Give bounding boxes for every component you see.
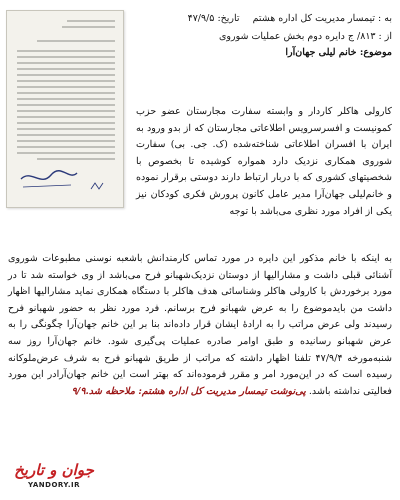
logo-site-text: YANDORY.IR (27, 481, 80, 489)
header-from-line: از : ۸۱۳/ ج دایره دوم بخش عملیات شوروی (218, 31, 392, 42)
body-paragraph-1: کارولی هاکلر کاردار و وابسته سفارت مجارستان عضو حزب کمونیست و افسرسرویس اطلاعاتی مجارستان که از بدو ورود به ایران با افسران اطلاعاتی شناخته‌شده (ک. جی. بی) سفارت شوروی همکاری نزدیک دارد همواره کوشیده تا بخصوص با شخصیتهای کشوری که با دربار ارتباط دارند دوستی برقرار نموده و خانم‌لیلی جهان‌آرا مدیر عامل کانون پرورش فکری کودکان نیز یکی از افراد مورد نظری می‌باشد با توجه (136, 106, 392, 217)
watermark-logo (6, 460, 102, 496)
scanned-document-image (6, 10, 124, 208)
logo-text: جوان و تاریخ (14, 461, 94, 479)
recipient-text: به : تیمسار مدیریت کل اداره هشتم (252, 13, 392, 24)
header-subject-line: موضوع: خانم لیلی جهان‌آرا (285, 47, 392, 58)
body-paragraph-2-text: به اینکه با خانم مذکور این دایره در مورد تماس کارمندانش باشعبه نوسنی مطبوعات شوروی آشنائی قبلی داشت و مشارالیها از دوستان نزدیک‌شهبانو فرح می‌باشد از وی خواسته شد تا در مورد برخوردش با کارولی هاکلر وشناسائی هدف هاکلر با دستگاه همکاری نماید مشارالیها اظهار داشت من بایدموضوع را به عرض شهبانو فرح برسانم. فرد مورد نظر به حضور شهبانو فرح رسیدند ولی عرض مراتب را به ارادۀ ایشان قرار داده‌اند بنا بر این خانم جهان‌آرا چگونگی را به عرض شهبانو رسانیده و طبق اوامر صادره عملیات پی‌گیری شود. خانم جهان‌آرا روز سه شنبه‌مورخه ۴۷/۹/۴ تلفنا اظهار داشته که مراتب از طریق شهبانو فرح به شرف عرض‌ملوکانه رسیده است که در این‌مورد امر و مقرر فرموده‌اند که بهتر است این خانم جهان‌آرادر این مورد فعالیتی نداشته باشد. (8, 253, 393, 397)
footnote-text: پی‌نوشت تیمسار مدیریت کل اداره هشتم: ملاحظه شد.۹/۹ (71, 385, 306, 397)
date-label: تاریخ: (217, 13, 240, 24)
date-value: ۴۷/۹/۵ (187, 13, 215, 24)
body-paragraph-2 (8, 251, 392, 400)
scanned-text-lines (7, 11, 123, 207)
header-to-line (130, 12, 392, 26)
